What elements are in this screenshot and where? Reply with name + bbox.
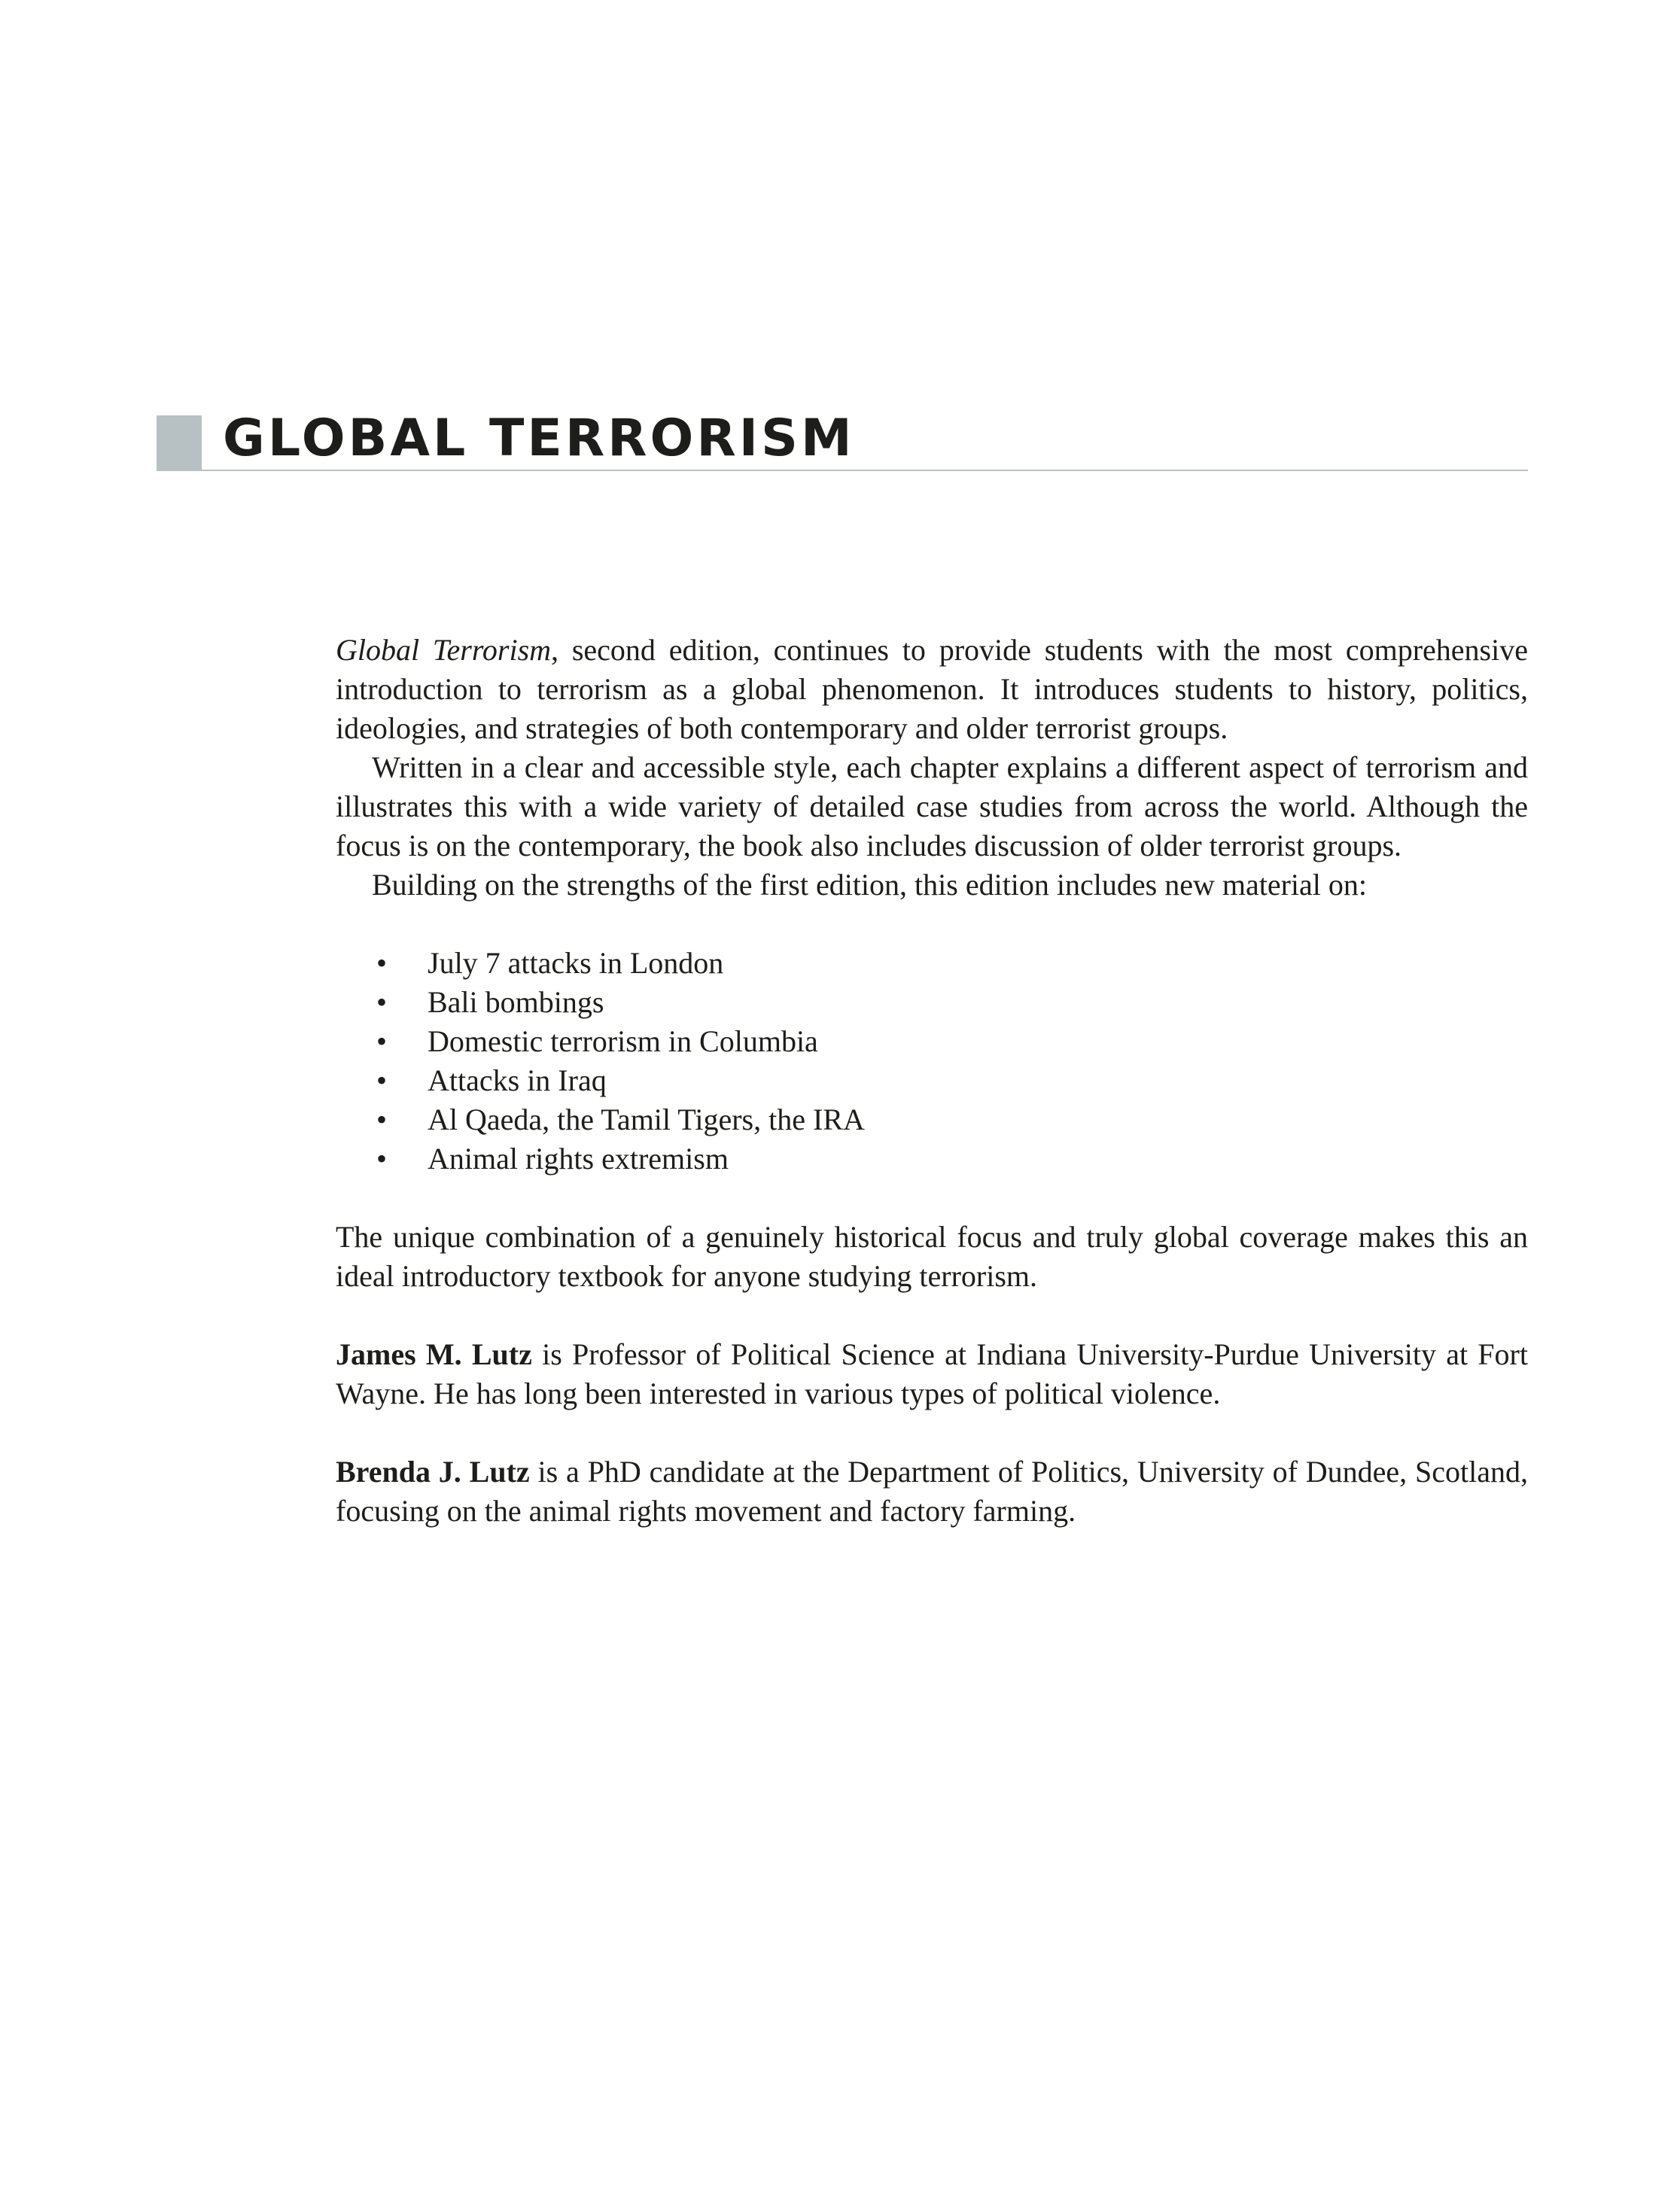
bullet-icon: •: [376, 1103, 388, 1136]
bullet-icon: •: [376, 946, 388, 980]
bullet-icon: •: [376, 1063, 388, 1097]
style-paragraph: Written in a clear and accessible style, each chapter explains a different aspect of terrorism and illustrates this with a wide variety of detailed case studies from across the world. Although the focus is on the contemporary, the book also includes discussion of older terrorist groups.: [336, 750, 1528, 862]
page-header: [157, 406, 1528, 471]
list-item: [336, 983, 1528, 1022]
header-rule: [202, 470, 1528, 471]
list-item-text: Attacks in Iraq: [428, 1063, 607, 1097]
bullet-icon: •: [376, 1142, 388, 1176]
author-bio-james: [336, 1335, 1528, 1413]
author-name: Brenda J. Lutz: [336, 1455, 530, 1489]
header-accent-block: [157, 415, 202, 471]
author-name: James M. Lutz: [336, 1337, 532, 1371]
list-item-text: Al Qaeda, the Tamil Tigers, the IRA: [428, 1103, 865, 1136]
new-material-paragraph: Building on the strengths of the first edition, this edition includes new material on:: [372, 868, 1368, 902]
bullet-icon: •: [376, 1024, 388, 1058]
author-bio-text: is Professor of Political Science at Indiana University-Purdue University at Fort Wayne. He has long been interested in various types of political violence.: [336, 1337, 1528, 1410]
author-bio-text: is a PhD candidate at the Department of Politics, University of Dundee, Scotland, focusing on the animal rights movement and factory farming.: [336, 1455, 1528, 1528]
list-item: [336, 1100, 1528, 1139]
list-item-text: Bali bombings: [428, 985, 604, 1019]
intro-paragraph-text: , second edition, continues to provide students with the most comprehensive introduction to terrorism as a global phenomenon. It introduces students to history, politics, ideologies, and strategies of both contemporary and older terrorist groups.: [336, 633, 1528, 745]
list-item-text: Animal rights extremism: [428, 1142, 729, 1176]
author-bio-brenda: [336, 1452, 1528, 1531]
list-item-text: July 7 attacks in London: [428, 946, 724, 980]
summary-paragraph: The unique combination of a genuinely historical focus and truly global coverage makes this an ideal introductory textbook for anyone studying terrorism.: [336, 1220, 1528, 1293]
list-item: [336, 1139, 1528, 1179]
book-title-italic: Global Terrorism: [336, 633, 552, 667]
list-item: [336, 1022, 1528, 1061]
blurb-content: [336, 631, 1528, 1531]
list-item: [336, 944, 1528, 983]
intro-paragraph: [336, 631, 1528, 748]
list-item: [336, 1061, 1528, 1100]
list-item-text: Domestic terrorism in Columbia: [428, 1024, 818, 1058]
page-title: GLOBAL TERRORISM: [223, 409, 855, 468]
new-material-list: [336, 944, 1528, 1179]
bullet-icon: •: [376, 985, 388, 1019]
